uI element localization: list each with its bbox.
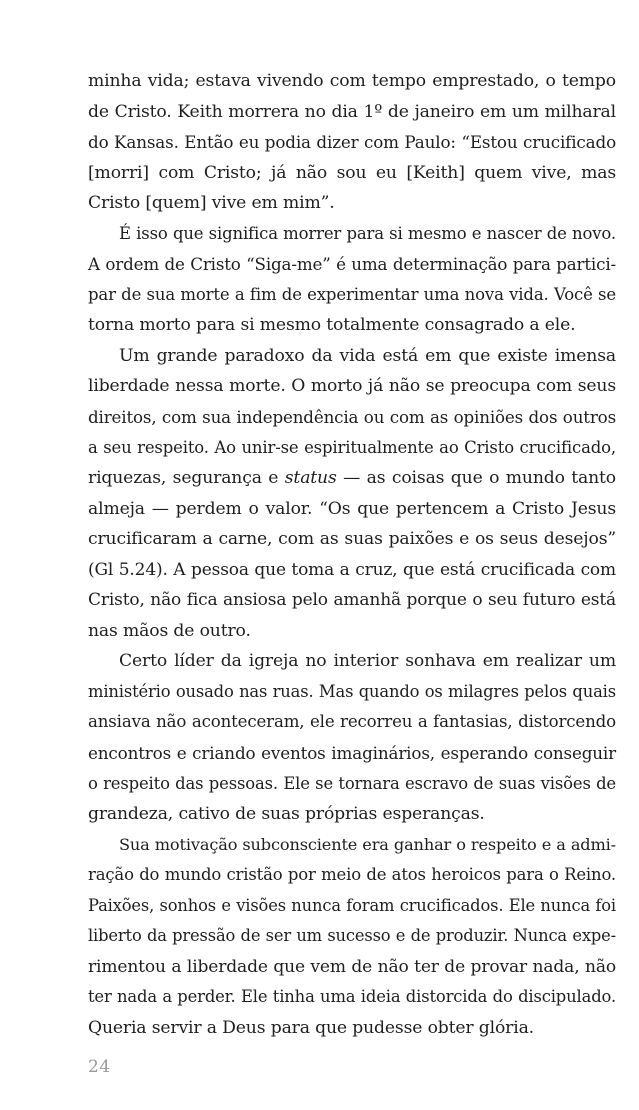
text-line: Cristo, não fica ansiosa pelo amanhã porque o seu futuro está (88, 590, 616, 611)
text-line: ter nada a perder. Ele tinha uma ideia distorcida do discipulado. (88, 987, 616, 1007)
text-line: liberdade nessa morte. O morto já não se preocupa com seus (88, 376, 616, 397)
text-line: o respeito das pessoas. Ele se tornara escravo de suas visões de (88, 773, 616, 793)
text-line: almeja — perdem o valor. “Os que pertencem a Cristo Jesus (88, 498, 616, 519)
text-line: [morri] com Cristo; já não sou eu [Keith] quem vive, mas (88, 162, 616, 183)
text-line: torna morto para si mesmo totalmente consagrado a ele. (88, 315, 576, 336)
italic-term: status (284, 468, 337, 489)
text-line: direitos, com sua independência ou com as opiniões dos outros (88, 407, 616, 428)
paragraph-start-line: Um grande paradoxo da vida está em que existe imensa (119, 345, 616, 366)
text-line: minha vida; estava vivendo com tempo emprestado, o tempo (88, 71, 616, 91)
text-line: do Kansas. Então eu podia dizer com Paulo: “Estou crucificado (88, 132, 616, 153)
text-line: rimentou a liberdade que vem de não ter de provar nada, não (88, 956, 616, 977)
text-line: grandeza, cativo de suas próprias esperanças. (88, 804, 485, 825)
text-line (88, 463, 616, 494)
text-line: ministério ousado nas ruas. Mas quando os milagres pelos quais (88, 681, 616, 701)
text-line: ansiava não aconteceram, ele recorreu a fantasias, distorcendo (88, 712, 616, 732)
text-line: de Cristo. Keith morrera no dia 1º de janeiro em um milharal (88, 101, 616, 122)
text-line: (Gl 5.24). A pessoa que toma a cruz, que está crucificada com (88, 559, 616, 580)
text-line: Cristo [quem] vive em mim”. (88, 193, 335, 214)
text-line: nas mãos de outro. (88, 620, 251, 641)
paragraph-start-line: É isso que significa morrer para si mesmo e nascer de novo. (119, 223, 616, 243)
paragraph-start-line: Certo líder da igreja no interior sonhava em realizar um (119, 651, 616, 672)
text-line: Queria servir a Deus para que pudesse obter glória. (88, 1017, 534, 1038)
text-line: encontros e criando eventos imaginários, esperando conseguir (88, 743, 616, 764)
paragraph-start-line: Sua motivação subconsciente era ganhar o respeito e a admi- (119, 834, 616, 854)
text-line: liberto da pressão de ser um sucesso e de produzir. Nunca expe- (88, 926, 616, 946)
text-segment: riquezas, segurança e (88, 468, 285, 489)
body-text (88, 66, 616, 1044)
text-line: A ordem de Cristo “Siga-me” é uma determinação para partici- (88, 254, 616, 275)
text-segment: — as coisas que o mundo tanto (336, 468, 616, 489)
text-line: a seu respeito. Ao unir-se espiritualmente ao Cristo crucificado, (88, 437, 616, 457)
page-number: 24 (88, 1057, 111, 1077)
text-line: par de sua morte a fim de experimentar uma nova vida. Você se (88, 284, 616, 304)
text-line: crucificaram a carne, com as suas paixões e os seus desejos” (88, 529, 616, 550)
text-line: Paixões, sonhos e visões nunca foram crucificados. Ele nunca foi (88, 895, 616, 915)
text-line: ração do mundo cristão por meio de atos heroicos para o Reino. (88, 865, 616, 885)
